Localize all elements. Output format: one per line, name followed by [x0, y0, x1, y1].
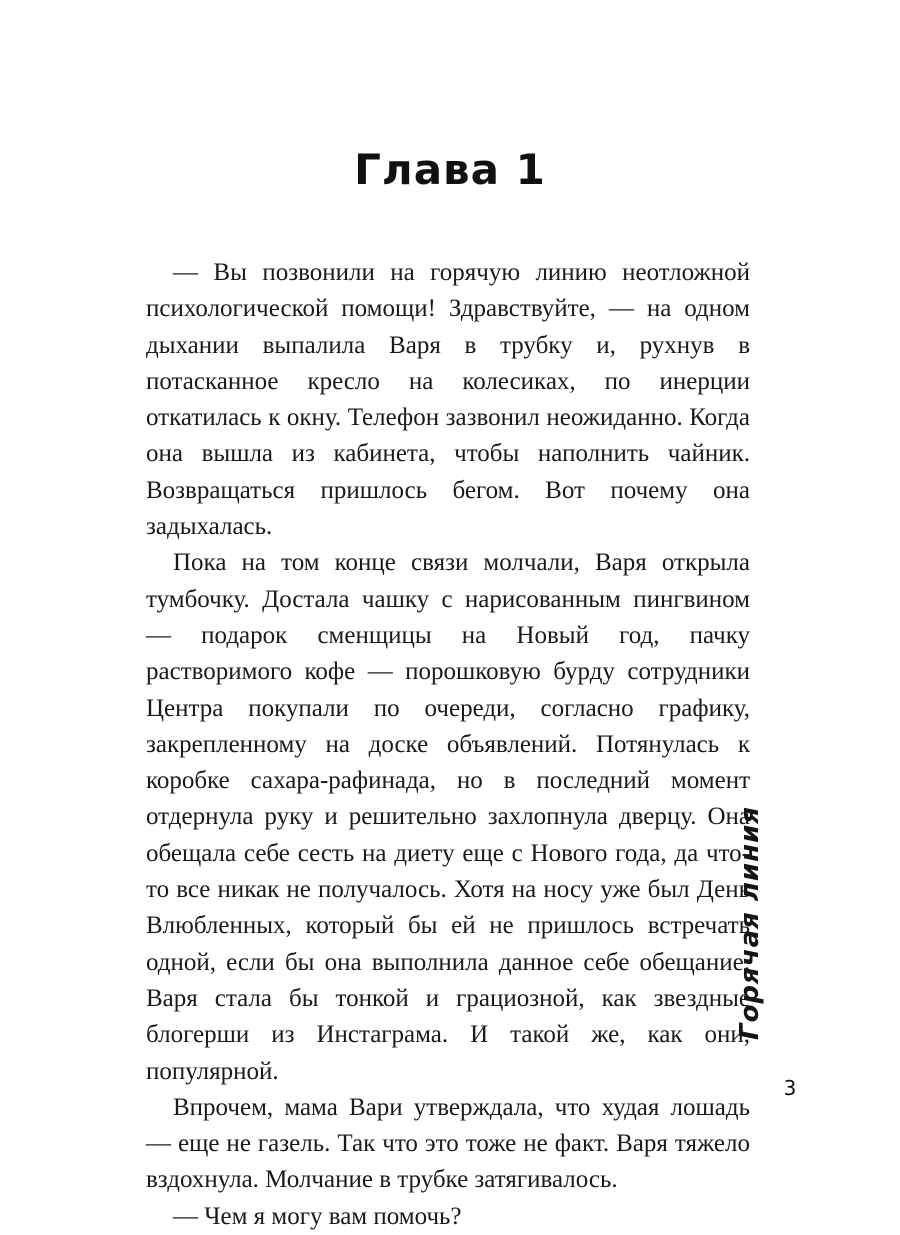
page-number: 3	[783, 1076, 797, 1100]
running-title: Горячая линия	[735, 805, 765, 1040]
paragraph: — Вы позвонили на горячую линию неотложной психологической помощи! Здравствуйте, — на одном дыхании выпалила Варя в трубку и, рухнув в потасканное кресло на колесиках, по инерции откатилась к окну. Телефон зазвонил неожиданно. Когда она вышла из кабинета, чтобы наполнить чайник. Возвращаться пришлось бегом. Вот почему она задыхалась.	[146, 259, 750, 541]
body-text	[146, 255, 750, 1235]
chapter-title: Глава 1	[354, 145, 546, 194]
paragraph: — Чем я могу вам помочь?	[173, 1202, 462, 1230]
paragraph: Пока на том конце связи молчали, Варя открыла тумбочку. Достала чашку с нарисованным пингвином — подарок сменщицы на Новый год, пачку растворимого кофе — порошковую бурду сотрудники Центра покупали по очереди, согласно графику, закрепленному на доске объявлений. Потянулась к коробке сахара-рафинада, но в последний момент отдернула руку и решительно захлопнула дверцу. Она обещала себе сесть на диету еще с Нового года, да что-то все никак не получалось. Хотя на носу уже был День Влюбленных, который бы ей не пришлось встречать одной, если бы она выполнила данное себе обещание. Варя стала бы тонкой и грациозной, как звездные блогерши из Инстаграма. И такой же, как они, популярной.	[146, 549, 750, 1085]
paragraph: Впрочем, мама Вари утверждала, что худая лошадь — еще не газель. Так что это тоже не факт. Варя тяжело вздохнула. Молчание в трубке затягивалось.	[146, 1093, 750, 1194]
